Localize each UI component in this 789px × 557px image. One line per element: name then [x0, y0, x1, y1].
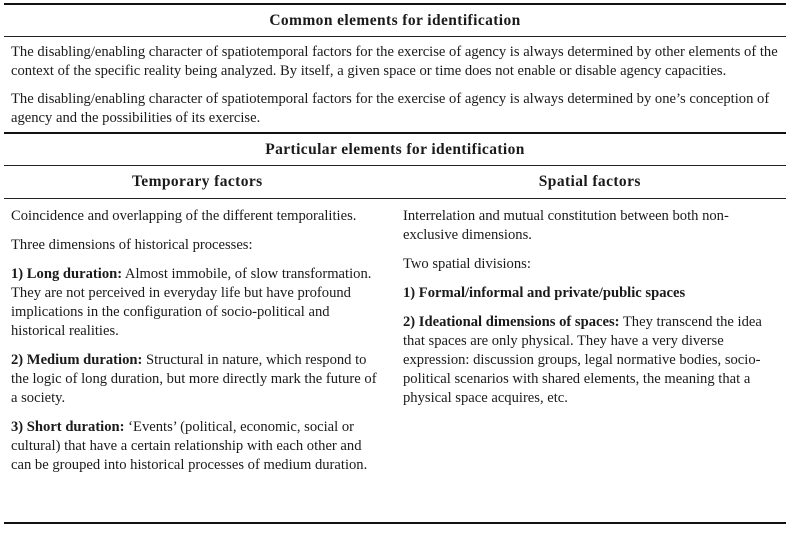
factors-columns [4, 199, 786, 522]
temporary-item [11, 351, 385, 408]
temporary-intro: Three dimensions of historical processes: [11, 237, 253, 253]
spatial-factors-column [393, 199, 786, 522]
common-paragraph: The disabling/enabling character of spatiotemporal factors for the exercise of agency is always determined by other elements of the context of the specific reality being analyzed. By itself, a given space or time does not enable or disable agency capacities. [11, 44, 778, 79]
column-headers [4, 166, 786, 198]
item-label: 3) Short duration: [11, 419, 125, 435]
identification-table [4, 3, 786, 524]
common-elements-section [4, 37, 786, 132]
item-text: Structural in nature, which respond to the logic of long duration, but more directly mark the future of a society. [11, 352, 377, 406]
item-label: 1) Long duration: [11, 266, 123, 282]
temporary-factors-column [4, 199, 393, 522]
item-label: 1) Formal/informal and private/public spaces [403, 285, 686, 301]
item-label: 2) Ideational dimensions of spaces: [403, 314, 620, 330]
spatial-intro: Interrelation and mutual constitution between both non-exclusive dimensions. [403, 208, 729, 243]
spatial-item [403, 313, 778, 408]
item-label: 2) Medium duration: [11, 352, 143, 368]
spatial-factors-header: Spatial factors [538, 173, 641, 190]
item-text: Almost immobile, of slow transformation. They are not perceived in everyday life but have profound implications in the configuration of socio-political and historical realities. [11, 266, 372, 339]
item-text: ‘Events’ (political, economic, social or cultural) that have a certain relationship with each other and can be grouped into historical processes of medium duration. [11, 419, 368, 473]
common-elements-heading: Common elements for identification [269, 12, 521, 29]
spatial-intro: Two spatial divisions: [403, 256, 531, 272]
temporary-factors-header: Temporary factors [131, 173, 263, 190]
temporary-item [11, 265, 385, 341]
item-text: They transcend the idea that spaces are only physical. They have a very diverse expression: discussion groups, legal normative bodies, socio-political scenarios with shared elements, the meaning that a physical space acquires, etc. [403, 314, 762, 406]
temporary-item [11, 418, 385, 475]
common-paragraph: The disabling/enabling character of spatiotemporal factors for the exercise of agency is always determined by one’s conception of agency and the possibilities of its exercise. [11, 91, 770, 126]
temporary-intro: Coincidence and overlapping of the different temporalities. [11, 208, 357, 224]
bottom-rule [4, 522, 786, 524]
spatial-item [403, 284, 778, 303]
particular-elements-heading: Particular elements for identification [265, 141, 525, 158]
